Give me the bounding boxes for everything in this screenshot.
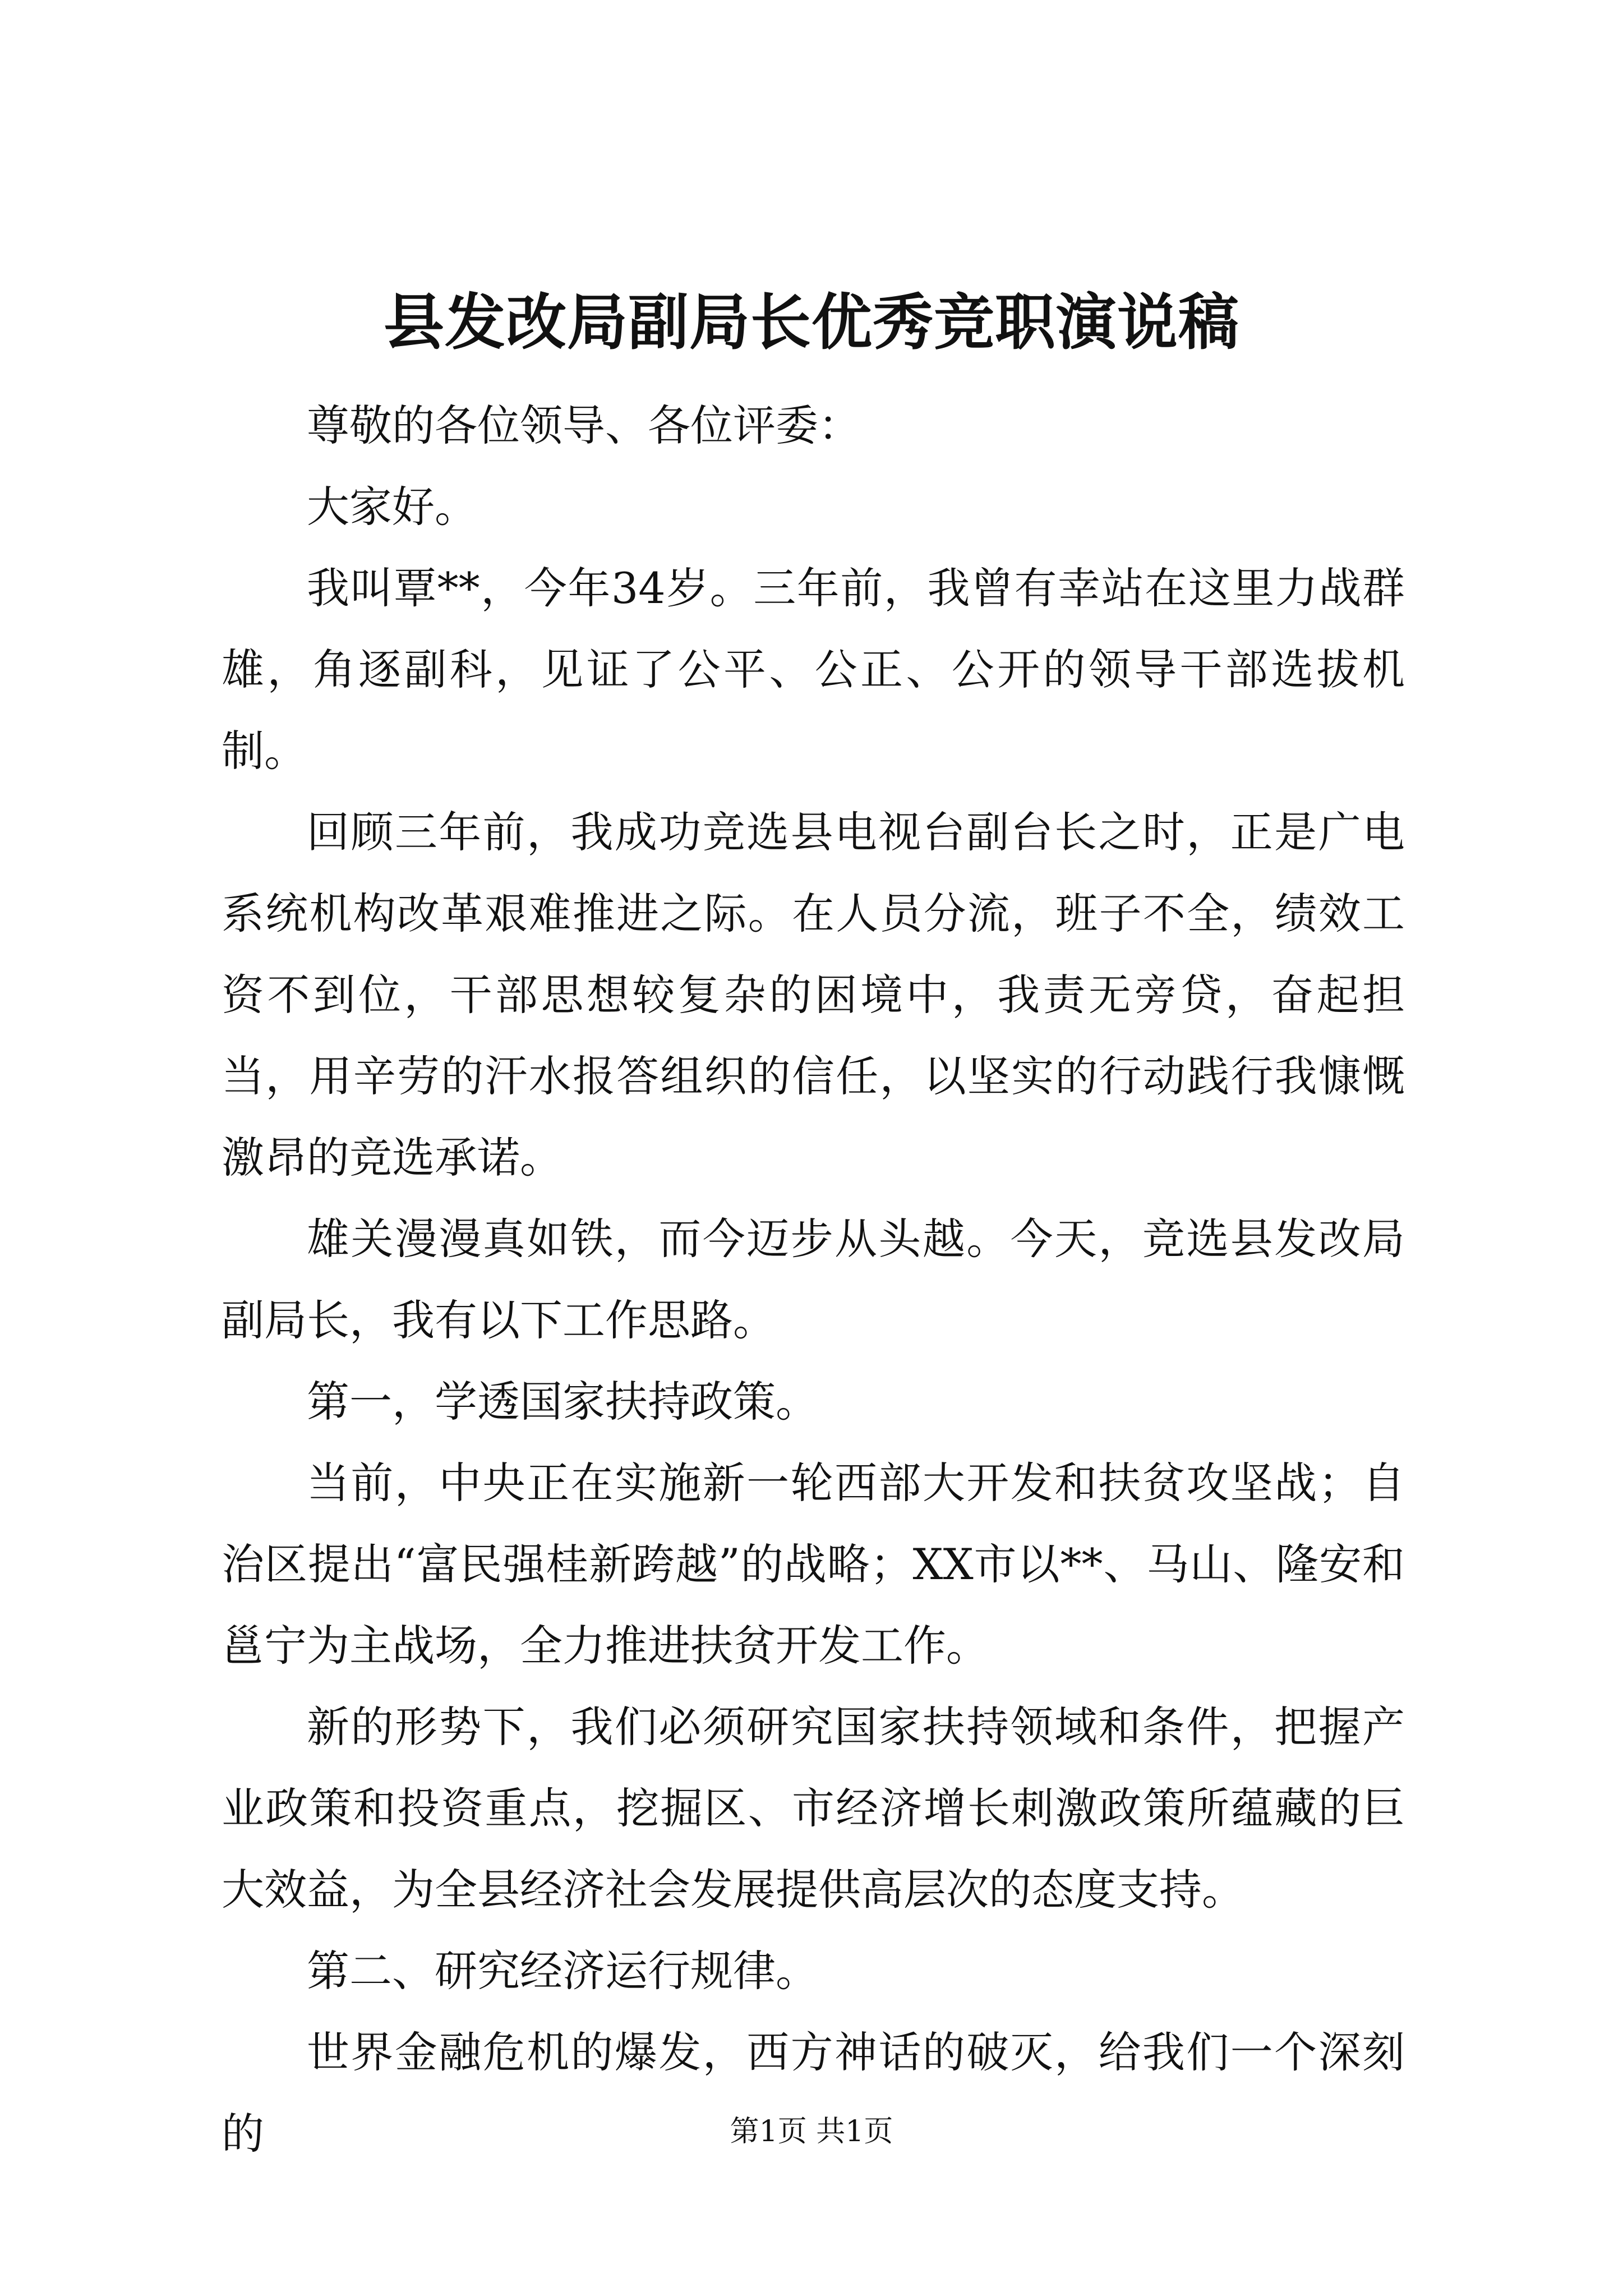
paragraph-policy-approach: 新的形势下，我们必须研究国家扶持领域和条件，把握产业政策和投资重点，挖掘区、市经济增长刺激政策所蕴藏的巨大效益，为全县经济社会发展提供高层次的态度支持。 bbox=[222, 1702, 1405, 1915]
paragraph-policy-context: 当前，中央正在实施新一轮西部大开发和扶贫攻坚战；自治区提出“富民强桂新跨越”的战略；XX市以**、马山、隆安和邕宁为主战场，全力推进扶贫开发工作。 bbox=[222, 1458, 1405, 1671]
paragraph-review: 回顾三年前，我成功竞选县电视台副台长之时，正是广电系统机构改革艰难推进之际。在人员分流，班子不全，绩效工资不到位，干部思想较复杂的困境中，我责无旁贷，奋起担当，用辛劳的汗水报答组织的信任，以坚实的行动践行我慷慨激昂的竞选承诺。 bbox=[222, 807, 1405, 1182]
page-footer bbox=[0, 2112, 1623, 2151]
paragraph-transition: 雄关漫漫真如铁，而今迈步从头越。今天，竞选县发改局副局长，我有以下工作思路。 bbox=[222, 1214, 1405, 1345]
paragraph-economic-analysis: 世界金融危机的爆发，西方神话的破灭，给我们一个深刻的 bbox=[222, 2027, 1405, 2159]
paragraph-greeting: 大家好。 bbox=[307, 482, 477, 532]
paragraph-salutation: 尊敬的各位领导、各位评委： bbox=[307, 401, 861, 450]
document-title: 县发改局副局长优秀竞职演说稿 bbox=[383, 287, 1239, 358]
paragraph-introduction: 我叫覃**，今年34岁。三年前，我曾有幸站在这里力战群雄，角逐副科，见证了公平、公正、公开的领导干部选拔机制。 bbox=[222, 563, 1405, 776]
paragraph-point-one-heading: 第一，学透国家扶持政策。 bbox=[307, 1377, 818, 1427]
document-body bbox=[222, 385, 1405, 2174]
paragraph-point-two-heading: 第二、研究经济运行规律。 bbox=[307, 1946, 818, 1996]
page-number: 第1页 共1页 bbox=[730, 2115, 893, 2148]
